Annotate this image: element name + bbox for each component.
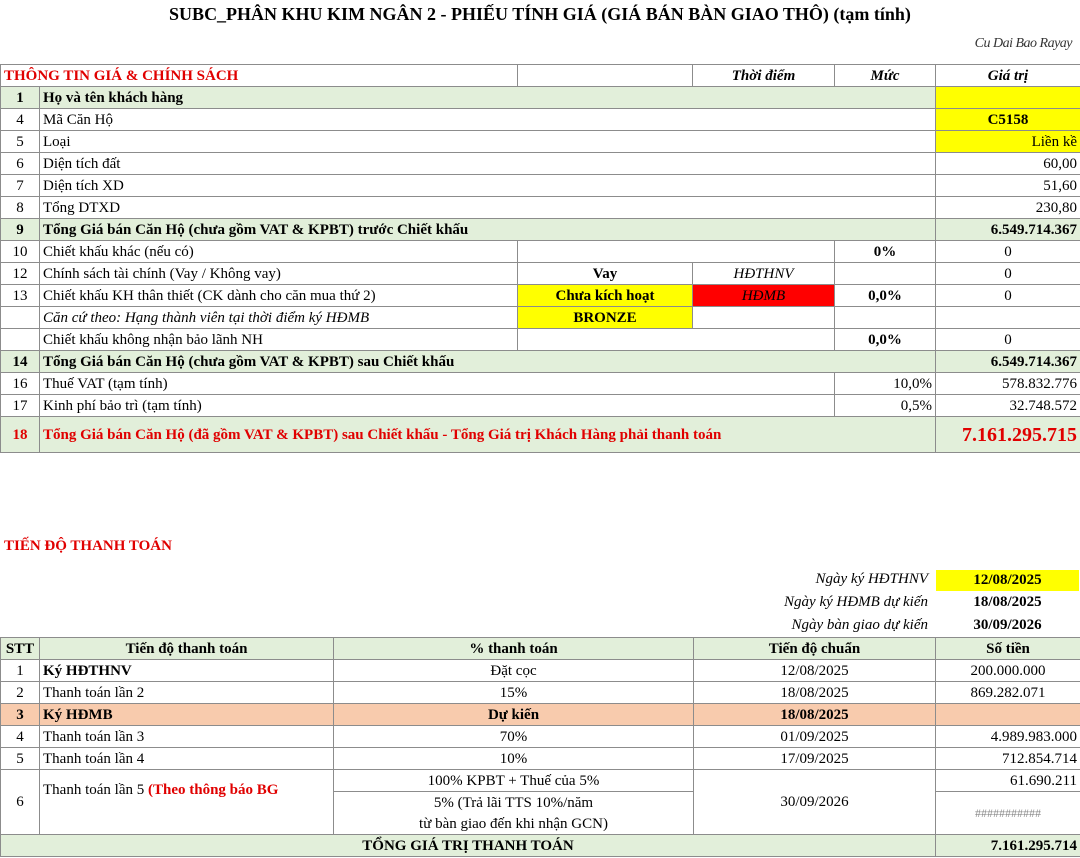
header-level: Mức <box>835 65 936 87</box>
payment-row: 2 Thanh toán lần 2 15% 18/08/2025 869.282.071 <box>1 682 1080 704</box>
customer-name-cell[interactable] <box>936 87 1080 109</box>
row-maintenance: 17 Kinh phí bảo trì (tạm tính) 0,5% 32.748.572 <box>1 395 1080 417</box>
row-total-build-area: 8 Tổng DTXD 230,80 <box>1 197 1080 219</box>
page-title: SUBC_PHÂN KHU KIM NGÂN 2 - PHIẾU TÍNH GIÁ (GIÁ BÁN BÀN GIAO THÔ) (tạm tính) <box>169 4 911 24</box>
loyalty-status[interactable]: Chưa kích hoạt <box>518 285 693 307</box>
payment-row: 4 Thanh toán lần 3 70% 01/09/2025 4.989.983.000 <box>1 726 1080 748</box>
header-blank <box>518 65 693 87</box>
payment-total-value: 7.161.295.714 <box>936 835 1080 857</box>
row-customer-name: 1 Họ và tên khách hàng <box>1 87 1080 109</box>
header-time: Thời điểm <box>693 65 835 87</box>
loyalty-time: HĐMB <box>693 285 835 307</box>
membership-tier[interactable]: BRONZE <box>518 307 693 329</box>
grand-total-value: 7.161.295.715 <box>936 417 1080 453</box>
row-price-before-discount: 9 Tổng Giá bán Căn Hộ (chưa gồm VAT & KPBT) trước Chiết khấu 6.549.714.367 <box>1 219 1080 241</box>
price-table-header <box>1 65 1080 87</box>
payment-row: 1 Ký HĐTHNV Đặt cọc 12/08/2025 200.000.000 <box>1 660 1080 682</box>
row-no-bank-guarantee: Chiết khấu không nhận bảo lãnh NH 0,0% 0 <box>1 329 1080 351</box>
row-type: 5 Loại Liền kề <box>1 131 1080 153</box>
row-price-after-discount: 14 Tổng Giá bán Căn Hộ (chưa gồm VAT & KPBT) sau Chiết khấu 6.549.714.367 <box>1 351 1080 373</box>
type-value[interactable]: Liền kề <box>936 131 1080 153</box>
unit-code-value[interactable]: C5158 <box>936 109 1080 131</box>
date-value-hdmb: 18/08/2025 <box>973 594 1042 610</box>
row-finance-policy: 12 Chính sách tài chính (Vay / Không vay) Vay HĐTHNV 0 <box>1 263 1080 285</box>
row-membership-basis: Căn cứ theo: Hạng thành viên tại thời điểm ký HĐMB BRONZE <box>1 307 1080 329</box>
payment-header: STT Tiến độ thanh toán % thanh toán Tiến độ chuẩn Số tiền <box>1 638 1080 660</box>
payment-row-final-2: 5% (Trả lãi TTS 10%/năm ########### <box>1 792 1080 814</box>
date-label-hdmb: Ngày ký HĐMB dự kiến <box>784 594 928 610</box>
row-unit-code: 4 Mã Căn Hộ C5158 <box>1 109 1080 131</box>
payment-table <box>0 637 1080 857</box>
date-label-handover: Ngày bàn giao dự kiến <box>791 617 928 633</box>
row-other-discount: 10 Chiết khấu khác (nếu có) 0% 0 <box>1 241 1080 263</box>
header-value: Giá trị <box>936 65 1080 87</box>
page-subtitle: Cu Dai Bao Rayay <box>974 36 1072 51</box>
payment-section-title: TIẾN ĐỘ THANH TOÁN <box>4 538 172 554</box>
row-loyalty-discount: 13 Chiết khấu KH thân thiết (CK dành cho căn mua thứ 2) Chưa kích hoạt HĐMB 0,0% 0 <box>1 285 1080 307</box>
section-header: THÔNG TIN GIÁ & CHÍNH SÁCH <box>1 65 518 87</box>
date-label-hdthnv: Ngày ký HĐTHNV <box>815 571 928 587</box>
payment-total-row: TỔNG GIÁ TRỊ THANH TOÁN 7.161.295.714 <box>1 835 1080 857</box>
row-land-area: 6 Diện tích đất 60,00 <box>1 153 1080 175</box>
payment-row-final: 6 Thanh toán lần 5 (Theo thông báo BG 100% KPBT + Thuế của 5% 30/09/2026 61.690.211 <box>1 770 1080 792</box>
payment-row-hdmb: 3 Ký HĐMB Dự kiến 18/08/2025 <box>1 704 1080 726</box>
date-value-hdthnv[interactable]: 12/08/2025 <box>936 570 1079 591</box>
payment-row-final-3: từ bàn giao đến khi nhận GCN) <box>1 813 1080 835</box>
price-table <box>0 64 1080 453</box>
date-value-handover: 30/09/2026 <box>973 617 1042 633</box>
payment-row: 5 Thanh toán lần 4 10% 17/09/2025 712.854.714 <box>1 748 1080 770</box>
row-grand-total: 18 Tổng Giá bán Căn Hộ (đã gồm VAT & KPBT) sau Chiết khấu - Tổng Giá trị Khách Hàng phải thanh toán 7.161.295.715 <box>1 417 1080 453</box>
row-vat: 16 Thuế VAT (tạm tính) 10,0% 578.832.776 <box>1 373 1080 395</box>
row-build-area: 7 Diện tích XD 51,60 <box>1 175 1080 197</box>
